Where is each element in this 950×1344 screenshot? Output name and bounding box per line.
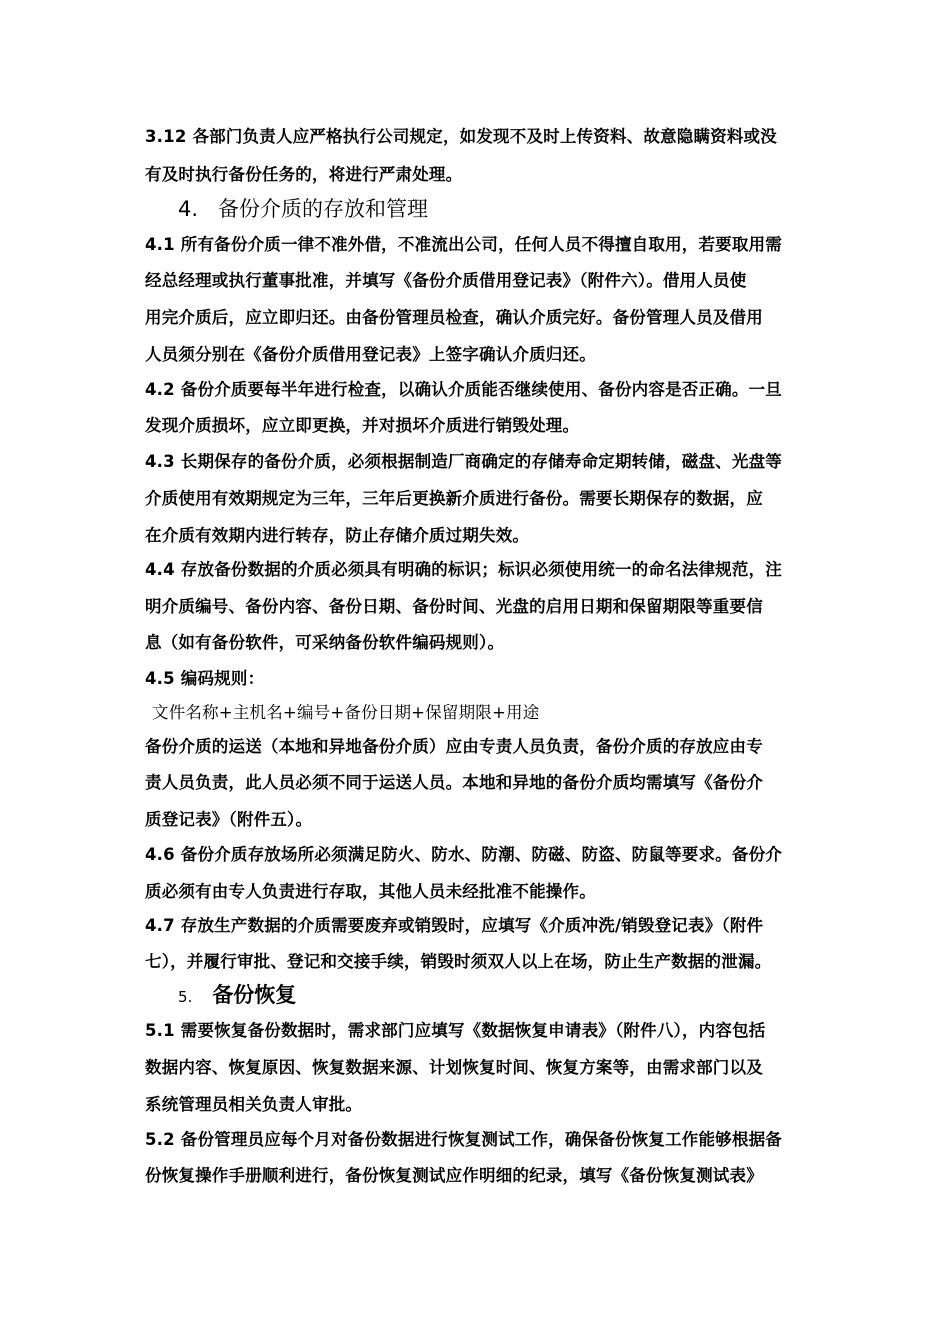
section-4-title: 备份介质的存放和管理	[218, 197, 429, 221]
paragraph-4-2-line-2: 发现介质损坏，应立即更换，并对损坏介质进行销毁处理。	[145, 416, 580, 435]
paragraph-4-7-line-2: 七），并履行审批、登记和交接手续，销毁时须双人以上在场，防止生产数据的泄漏。	[145, 952, 772, 971]
paragraph-transport-line-1: 备份介质的运送（本地和异地备份介质）应由专责人员负责，备份介质的存放应由专	[145, 737, 763, 756]
paragraph-4-4-line-2: 明介质编号、备份内容、备份日期、备份时间、光盘的启用日期和保留期限等重要信	[145, 597, 763, 616]
paragraph-4-5-heading: 4.5 编码规则：	[145, 669, 265, 688]
paragraph-4-7-line-1: 4.7 存放生产数据的介质需要废弃或销毁时，应填写《介质冲洗/销毁登记表》（附件	[145, 916, 764, 935]
section-5-title: 备份恢复	[212, 983, 297, 1007]
paragraph-3-12-line-2: 有及时执行备份任务的，将进行严肃处理。	[145, 165, 463, 184]
paragraph-4-6-line-1: 4.6 备份介质存放场所必须满足防火、防水、防潮、防磁、防盗、防鼠等要求。备份介	[145, 845, 782, 864]
section-4-number: 4.	[178, 197, 199, 221]
paragraph-transport-line-2: 责人员负责，此人员必须不同于运送人员。本地和异地的备份介质均需填写《备份介	[145, 773, 763, 792]
paragraph-4-1-line-2: 经总经理或执行董事批准，并填写《备份介质借用登记表》（附件六）。借用人员使	[145, 271, 747, 290]
coding-rule-formula: 文件名称+主机名+编号+备份日期+保留期限+用途	[152, 703, 540, 722]
paragraph-4-2-line-1: 4.2 备份介质要每半年进行检查，以确认介质能否继续使用、备份内容是否正确。一旦	[145, 380, 782, 399]
paragraph-4-1-line-1: 4.1 所有备份介质一律不准外借，不准流出公司，任何人员不得擅自取用，若要取用需	[145, 235, 782, 254]
paragraph-5-1-line-2: 数据内容、恢复原因、恢复数据来源、计划恢复时间、恢复方案等，由需求部门以及	[145, 1058, 763, 1077]
section-5-heading	[178, 982, 296, 1010]
paragraph-4-1-line-3: 用完介质后，应立即归还。由备份管理员检查，确认介质完好。备份管理人员及借用	[145, 308, 763, 327]
paragraph-4-3-line-1: 4.3 长期保存的备份介质，必须根据制造厂商确定的存储寿命定期转储，磁盘、光盘等	[145, 452, 782, 471]
paragraph-3-12-line-1: 3.12 各部门负责人应严格执行公司规定，如发现不及时上传资料、故意隐瞒资料或没	[145, 127, 777, 146]
paragraph-4-4-line-3: 息（如有备份软件，可采纳备份软件编码规则）。	[145, 633, 505, 652]
paragraph-4-1-line-4: 人员须分别在《备份介质借用登记表》上签字确认介质归还。	[145, 345, 596, 364]
paragraph-4-4-line-1: 4.4 存放备份数据的介质必须具有明确的标识；标识必须使用统一的命名法律规范，注	[145, 560, 782, 579]
section-4-heading	[178, 196, 428, 222]
paragraph-transport-line-3: 质登记表》（附件五）。	[145, 810, 313, 829]
paragraph-5-1-line-1: 5.1 需要恢复备份数据时，需求部门应填写《数据恢复申请表》（附件八），内容包括	[145, 1021, 766, 1040]
paragraph-5-2-line-2: 份恢复操作手册顺利进行，备份恢复测试应作明细的纪录，填写《备份恢复测试表》	[145, 1166, 763, 1185]
paragraph-4-6-line-2: 质必须有由专人负责进行存取，其他人员未经批准不能操作。	[145, 882, 596, 901]
paragraph-4-3-line-3: 在介质有效期内进行转存，防止存储介质过期失效。	[145, 526, 530, 545]
paragraph-5-1-line-3: 系统管理员相关负责人审批。	[145, 1095, 363, 1114]
paragraph-4-3-line-2: 介质使用有效期规定为三年，三年后更换新介质进行备份。需要长期保存的数据，应	[145, 489, 763, 508]
section-5-number: 5.	[178, 988, 193, 1006]
paragraph-5-2-line-1: 5.2 备份管理员应每个月对备份数据进行恢复测试工作，确保备份恢复工作能够根据备	[145, 1130, 782, 1149]
